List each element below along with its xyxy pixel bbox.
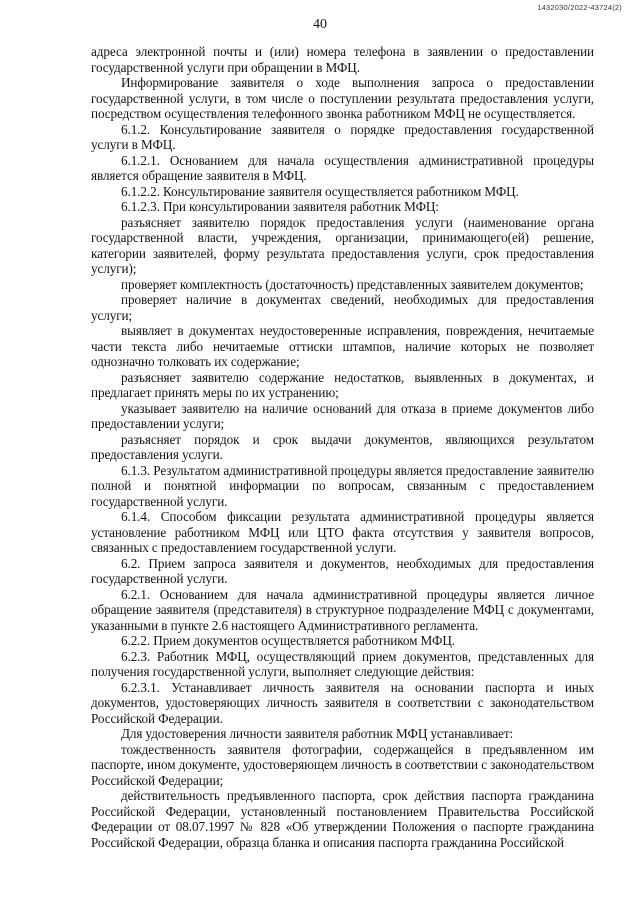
paragraph: тождественность заявителя фотографии, содержащейся в предъявленном им паспорте, ином документе, удостоверяющем личность в соответствии с законодательством Российской Федерации; xyxy=(91,741,594,788)
paragraph: разъясняет заявителю порядок предоставления услуги (наименование органа государственной власти, учреждения, организации, принимающего(ей) решение, категории заявителей, форму результата предоставления услуги, срок предоставления услуги); xyxy=(91,214,594,276)
paragraph: выявляет в документах неудостоверенные исправления, повреждения, нечитаемые части текста либо нечитаемые оттиски штампов, наличие которых не позволяет однозначно толковать их содержание; xyxy=(91,323,594,369)
paragraph: Информирование заявителя о ходе выполнения запроса о предоставлении государственной услуги, в том числе о поступлении результата предоставления услуги, посредством осуществления телефонного звонка работником МФЦ не осуществляется. xyxy=(91,75,594,121)
paragraph: действительность предъявленного паспорта, срок действия паспорта гражданина Российской Федерации, установленный постановлением Правительства Российской Федерации от 08.07.1997 № 828 «Об утверждении Положения о паспорте гражданина Российской Федерации, образца бланка и описания паспорта гражданина Российской xyxy=(91,788,594,850)
paragraph: разъясняет заявителю содержание недостатков, выявленных в документах, и предлагает принять меры по их устранению; xyxy=(91,369,594,400)
paragraph: 6.2.3.1. Устанавливает личность заявителя на основании паспорта и иных документов, удостоверяющих личность заявителя в соответствии с законодательством Российской Федерации. xyxy=(91,679,594,726)
paragraph: 6.2.3. Работник МФЦ, осуществляющий прием документов, представленных для получения государственной услуги, выполняет следующие действия: xyxy=(91,648,594,679)
paragraph: 6.1.3. Результатом административной процедуры является предоставление заявителю полной и понятной информации по вопросам, связанным с предоставлением государственной услуги. xyxy=(91,462,594,509)
paragraph: 6.1.2.3. При консультировании заявителя работник МФЦ: xyxy=(121,199,439,214)
paragraph: 6.1.2.1. Основанием для начала осуществления административной процедуры является обращение заявителя в МФЦ. xyxy=(91,152,594,183)
paragraph: Для удостоверения личности заявителя работник МФЦ устанавливает: xyxy=(121,726,514,741)
paragraph: 6.1.4. Способом фиксации результата административной процедуры является установление работником МФЦ или ЦТО факта отсутствия у заявителя вопросов, связанных с предоставлением государственной услуги. xyxy=(91,509,594,555)
paragraph: адреса электронной почты и (или) номера телефона в заявлении о предоставлении государственной услуги при обращении в МФЦ. xyxy=(91,44,594,75)
document-id: 1432030/2022-43724(2) xyxy=(537,3,622,12)
paragraph: разъясняет порядок и срок выдачи документов, являющихся результатом предоставления услуги. xyxy=(91,431,594,462)
page-number: 40 xyxy=(313,17,327,32)
paragraph: 6.2. Прием запроса заявителя и документов, необходимых для предоставления государственной услуги. xyxy=(91,555,594,586)
paragraph: проверяет наличие в документах сведений, необходимых для предоставления услуги; xyxy=(91,292,594,323)
paragraph: проверяет комплектность (достаточность) представленных заявителем документов; xyxy=(121,276,584,292)
document-body xyxy=(91,44,594,850)
paragraph: 6.2.1. Основанием для начала административной процедуры является личное обращение заявителя (представителя) в структурное подразделение МФЦ с документами, указанными в пункте 2.6 настоящего Административного регламента. xyxy=(91,586,594,633)
paragraph: 6.1.2.2. Консультирование заявителя осуществляется работником МФЦ. xyxy=(121,183,519,199)
paragraph: 6.1.2. Консультирование заявителя о порядке предоставления государственной услуги в МФЦ. xyxy=(91,121,594,152)
paragraph: указывает заявителю на наличие оснований для отказа в приеме документов либо предоставлении услуги; xyxy=(91,400,594,431)
paragraph: 6.2.2. Прием документов осуществляется работником МФЦ. xyxy=(121,633,455,648)
